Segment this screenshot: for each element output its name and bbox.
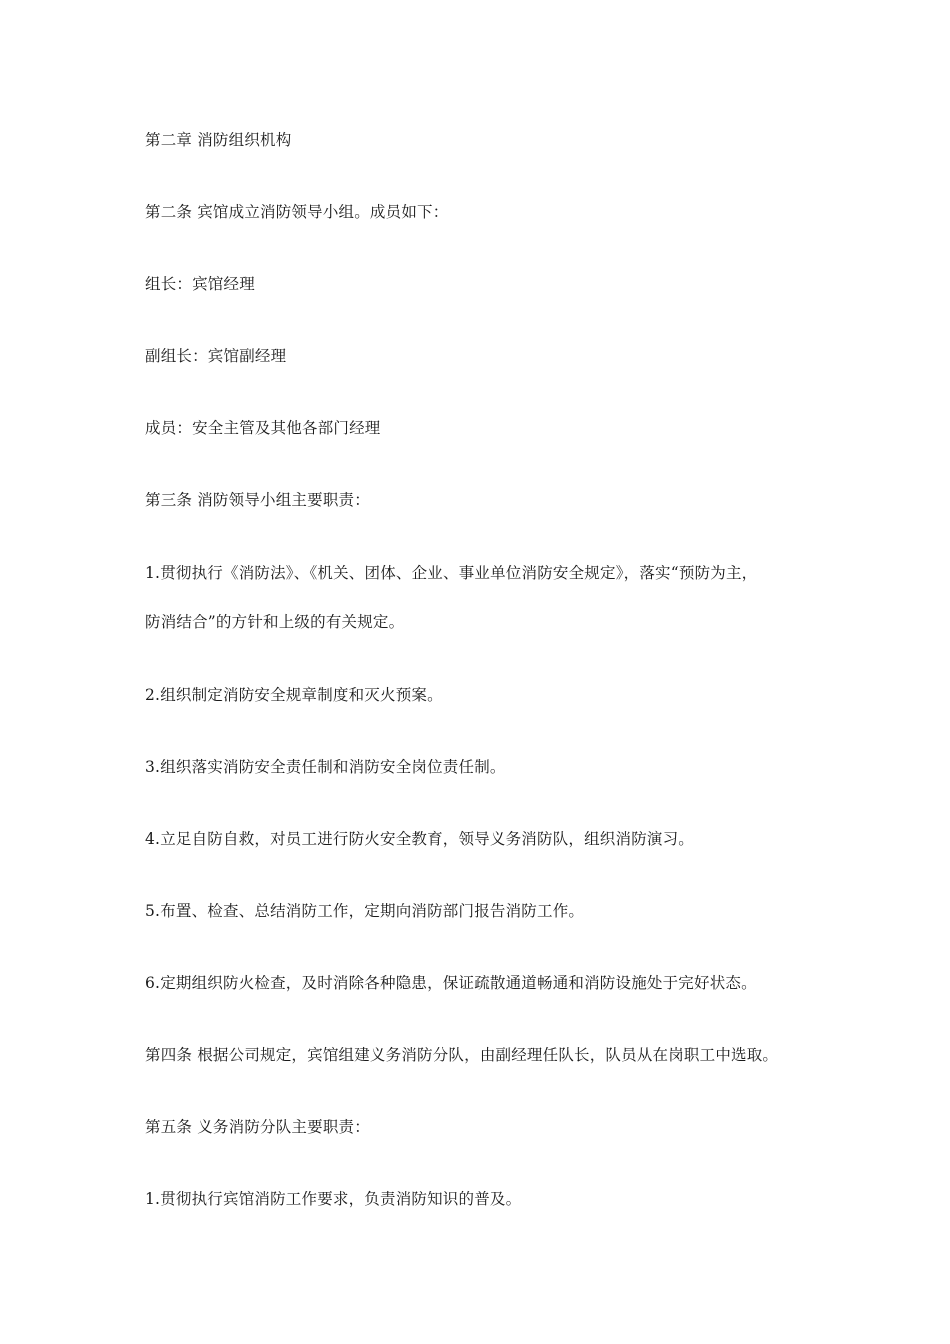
duty-2-text: 2.组织制定消防安全规章制度和灭火预案。: [145, 686, 443, 704]
duty-6-text: 6.定期组织防火检查，及时消除各种隐患，保证疏散通道畅通和消防设施处于完好状态。: [145, 974, 757, 992]
members-text: 成员：安全主管及其他各部门经理: [145, 419, 381, 437]
article-5-text: 第五条 义务消防分队主要职责：: [145, 1118, 370, 1136]
deputy-leader-text: 副组长：宾馆副经理: [145, 347, 287, 365]
article-2-text: 第二条 宾馆成立消防领导小组。成员如下：: [145, 203, 449, 221]
article-3-text: 第三条 消防领导小组主要职责：: [145, 491, 370, 509]
duty-3-text: 3.组织落实消防安全责任制和消防安全岗位责任制。: [145, 758, 506, 776]
duty-5-text: 5.布置、检查、总结消防工作，定期向消防部门报告消防工作。: [145, 902, 585, 920]
group-leader-text: 组长：宾馆经理: [145, 275, 255, 293]
duty-1-text-line-1: 1.贯彻执行《消防法》、《机关、团体、企业、事业单位消防安全规定》，落实“预防为主，: [145, 564, 758, 582]
duty-1-text-line-2: 防消结合”的方针和上级的有关规定。: [145, 613, 405, 631]
team-duty-1-text: 1.贯彻执行宾馆消防工作要求，负责消防知识的普及。: [145, 1190, 522, 1208]
duty-4-text: 4.立足自防自救，对员工进行防火安全教育，领导义务消防队，组织消防演习。: [145, 830, 694, 848]
article-4-text: 第四条 根据公司规定，宾馆组建义务消防分队，由副经理任队长，队员从在岗职工中选取。: [145, 1046, 779, 1064]
chapter-heading: 第二章 消防组织机构: [145, 131, 292, 149]
